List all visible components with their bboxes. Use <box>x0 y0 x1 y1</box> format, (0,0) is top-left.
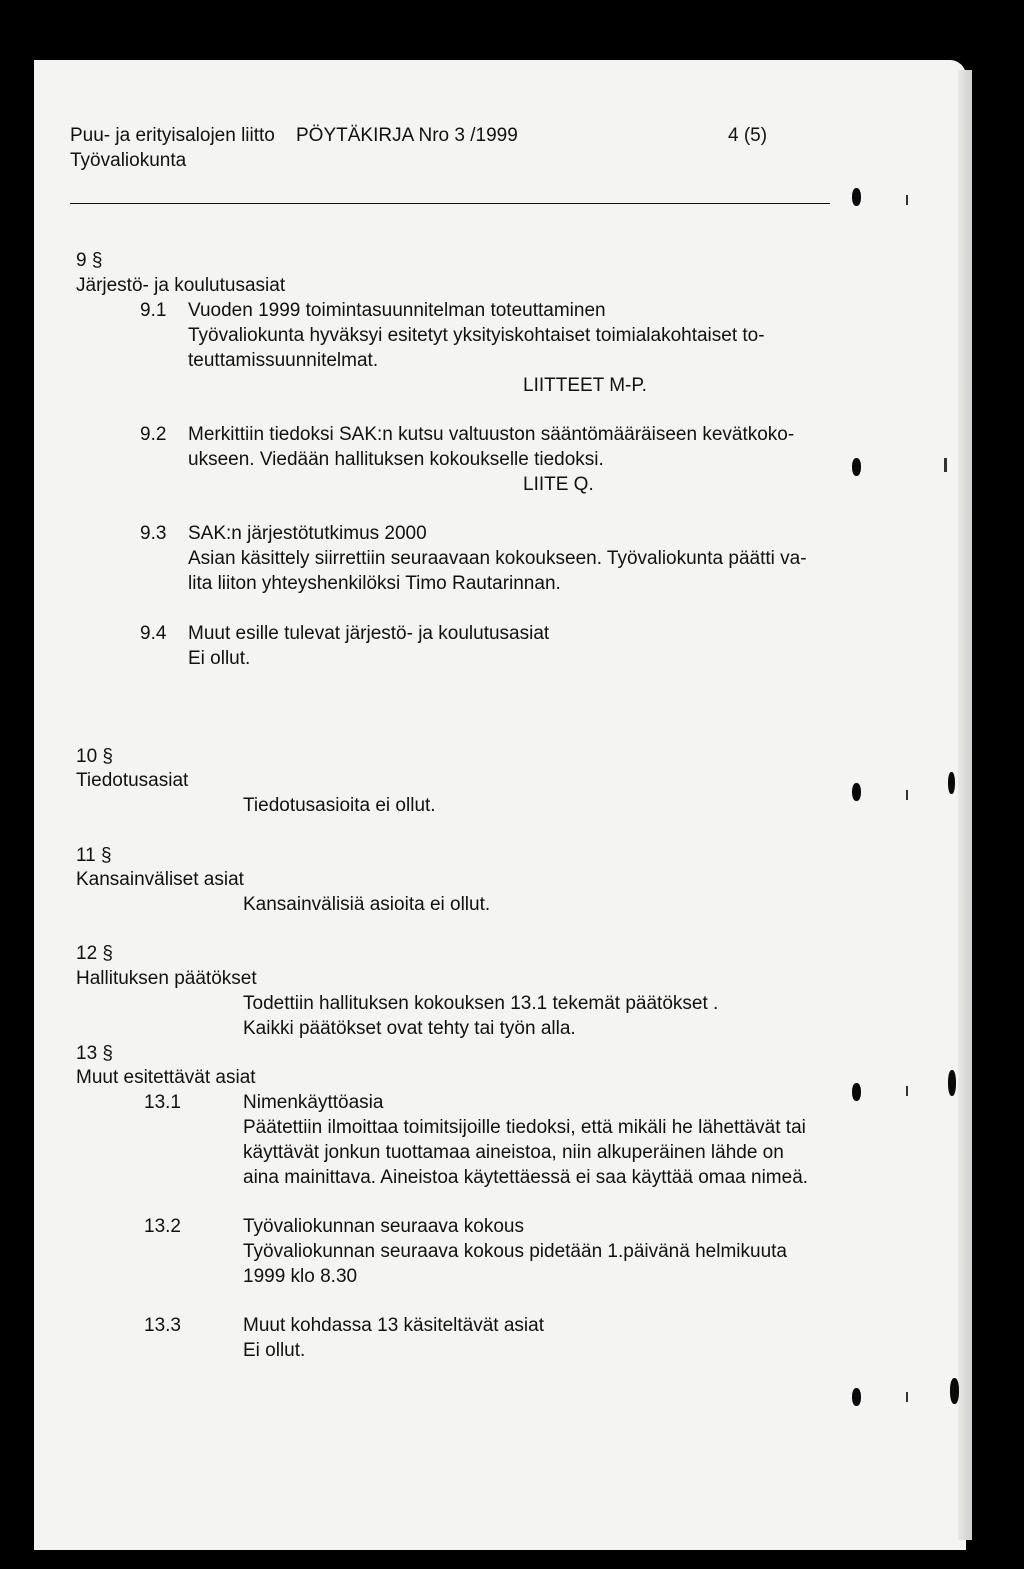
item-13-1-title: Nimenkäyttöasia <box>243 1092 384 1113</box>
punch-hole-tick <box>944 458 947 472</box>
item-9-2-line: Merkittiin tiedoksi SAK:n kutsu valtuuston sääntömääräiseen kevätkoko- <box>188 424 795 445</box>
punch-hole-mark <box>852 458 861 476</box>
item-9-2-number: 9.2 <box>140 424 167 445</box>
item-9-3-line: Asian käsittely siirrettiin seuraavaan kokoukseen. Työvaliokunta päätti va- <box>188 548 807 569</box>
punch-hole-mark <box>852 1083 861 1101</box>
section-11-title: Kansainväliset asiat <box>76 869 244 890</box>
item-9-4-number: 9.4 <box>140 623 167 644</box>
section-12-line: Kaikki päätökset ovat tehty tai työn alla. <box>243 1018 576 1039</box>
item-9-2-attachment: LIITE Q. <box>523 474 594 495</box>
header-rule <box>70 203 830 204</box>
item-13-1-line: käyttävät jonkun tuottamaa aineistoa, niin alkuperäinen lähde on <box>243 1142 784 1163</box>
punch-hole-mark <box>948 772 955 794</box>
section-10-title: Tiedotusasiat <box>76 770 189 791</box>
item-9-2-line: ukseen. Viedään hallituksen kokoukselle tiedoksi. <box>188 449 604 470</box>
item-13-1-line: aina mainittava. Aineistoa käytettäessä ei saa käyttää omaa nimeä. <box>243 1167 809 1188</box>
punch-hole-mark <box>852 188 861 206</box>
item-13-2-line: Työvaliokunnan seuraava kokous pidetään 1.päivänä helmikuuta <box>243 1241 787 1262</box>
punch-hole-mark <box>852 1388 861 1406</box>
item-13-1-line: Päätettiin ilmoittaa toimitsijoille tiedoksi, että mikäli he lähettävät tai <box>243 1117 806 1138</box>
section-11-heading: 11 § <box>76 845 112 866</box>
item-9-1-number: 9.1 <box>140 300 167 321</box>
item-9-1-line: teuttamissuunnitelmat. <box>188 350 379 371</box>
section-12-title: Hallituksen päätökset <box>76 968 257 989</box>
section-13-title: Muut esitettävät asiat <box>76 1067 256 1088</box>
item-9-3-line: lita liiton yhteyshenkilöksi Timo Rautarinnan. <box>188 573 561 594</box>
document-title: PÖYTÄKIRJA Nro 3 /1999 <box>296 125 518 146</box>
item-13-1-number: 13.1 <box>144 1092 181 1113</box>
item-9-4-line: Ei ollut. <box>188 648 251 669</box>
punch-hole-mark <box>950 1378 959 1404</box>
page-number: 4 (5) <box>728 125 768 146</box>
page-edge-shadow <box>958 70 972 1540</box>
section-9-heading: 9 § <box>76 250 103 271</box>
section-10-text: Tiedotusasioita ei ollut. <box>243 795 436 816</box>
item-9-1-attachment: LIITTEET M-P. <box>523 375 647 396</box>
punch-hole-mark <box>852 783 861 801</box>
section-11-text: Kansainvälisiä asioita ei ollut. <box>243 894 491 915</box>
punch-hole-tick <box>906 195 908 205</box>
item-13-3-number: 13.3 <box>144 1315 181 1336</box>
punch-hole-tick <box>906 1086 908 1096</box>
item-9-1-title: Vuoden 1999 toimintasuunnitelman toteuttaminen <box>188 300 606 321</box>
item-9-3-title: SAK:n järjestötutkimus 2000 <box>188 523 427 544</box>
unit-name: Työvaliokunta <box>70 150 187 171</box>
section-13-heading: 13 § <box>76 1043 113 1064</box>
item-13-2-number: 13.2 <box>144 1216 181 1237</box>
punch-hole-tick <box>906 1392 908 1402</box>
section-12-line: Todettiin hallituksen kokouksen 13.1 tekemät päätökset . <box>243 993 719 1014</box>
item-13-3-title: Muut kohdassa 13 käsiteltävät asiat <box>243 1315 545 1336</box>
item-9-1-line: Työvaliokunta hyväksyi esitetyt yksityiskohtaiset toimialakohtaiset to- <box>188 325 765 346</box>
org-name: Puu- ja erityisalojen liitto <box>70 125 275 146</box>
section-9-title: Järjestö- ja koulutusasiat <box>76 275 286 296</box>
item-13-2-title: Työvaliokunnan seuraava kokous <box>243 1216 524 1237</box>
item-13-2-line: 1999 klo 8.30 <box>243 1266 358 1287</box>
section-12-heading: 12 § <box>76 943 113 964</box>
item-9-3-number: 9.3 <box>140 523 167 544</box>
punch-hole-mark <box>948 1070 956 1096</box>
item-13-3-line: Ei ollut. <box>243 1340 306 1361</box>
item-9-4-title: Muut esille tulevat järjestö- ja koulutusasiat <box>188 623 550 644</box>
punch-hole-tick <box>906 790 908 800</box>
section-10-heading: 10 § <box>76 746 113 767</box>
